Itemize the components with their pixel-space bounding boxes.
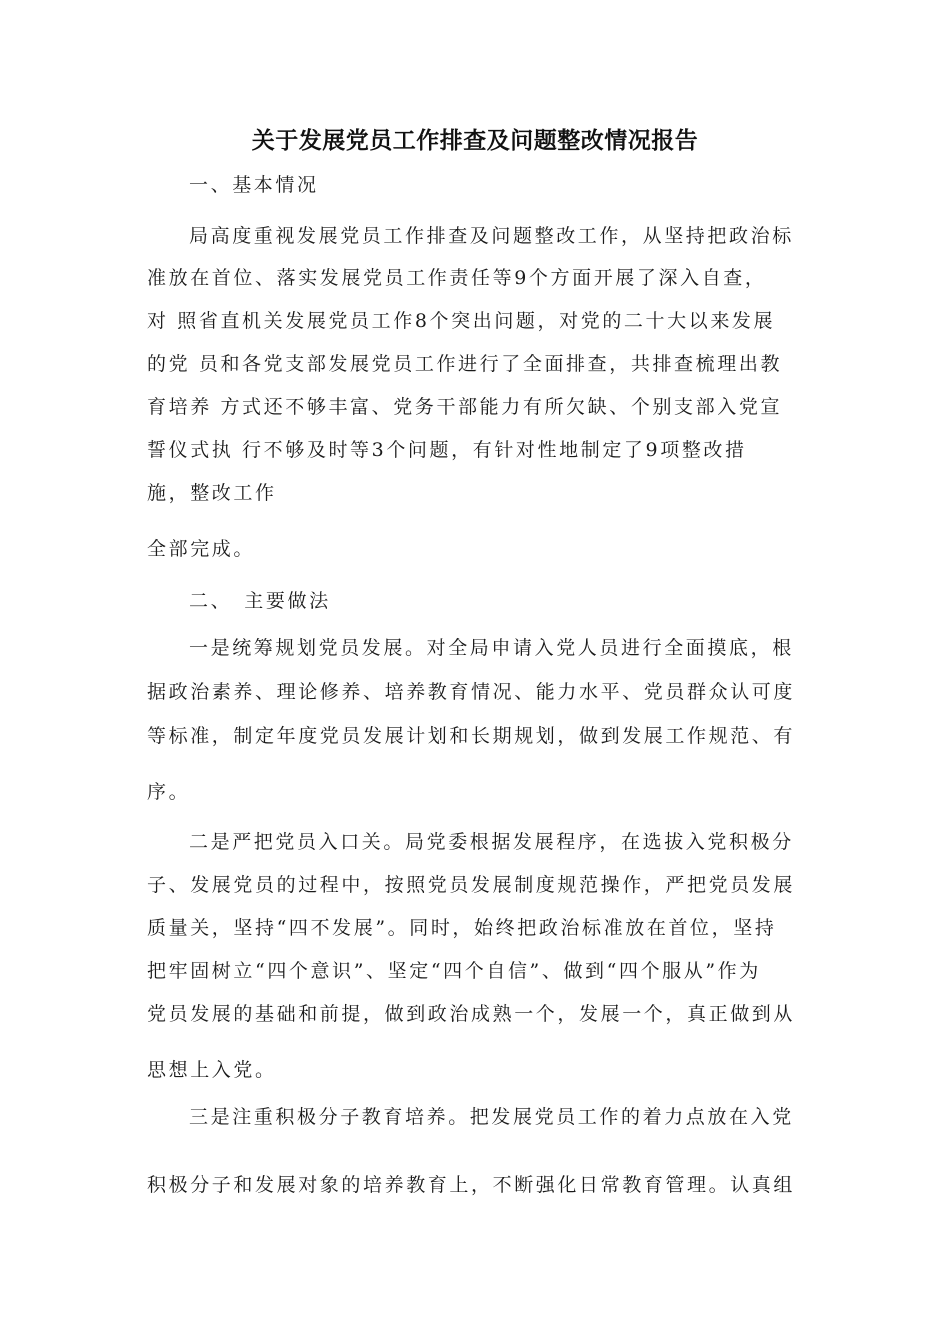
paragraph-line: 党员发展的基础和前提，做到政治成熟一个，发展一个，真正做到从 bbox=[147, 1003, 796, 1025]
paragraph-line: 质量关，坚持“四不发展”。同时，始终把政治标准放在首位，坚持 bbox=[147, 917, 777, 939]
paragraph-line: 积极分子和发展对象的培养教育上，不断强化日常教育管理。认真组 bbox=[147, 1174, 796, 1196]
paragraph-line: 子、发展党员的过程中，按照党员发展制度规范操作，严把党员发展 bbox=[147, 874, 796, 896]
paragraph-line: 全部完成。 bbox=[147, 538, 256, 560]
paragraph-line: 思想上入党。 bbox=[147, 1059, 277, 1081]
section-heading-basic-situation: 一、基本情况 bbox=[189, 174, 319, 196]
paragraph-line: 一是统筹规划党员发展。对全局申请入党人员进行全面摸底，根 bbox=[189, 637, 794, 659]
paragraph-line: 局高度重视发展党员工作排查及问题整改工作，从坚持把政治标 bbox=[189, 225, 794, 247]
paragraph-line: 对 照省直机关发展党员工作8个突出问题，对党的二十大以来发展 bbox=[147, 310, 776, 332]
paragraph-line: 育培养 方式还不够丰富、党务干部能力有所欠缺、个别支部入党宣 bbox=[147, 396, 783, 418]
paragraph-line: 等标准，制定年度党员发展计划和长期规划，做到发展工作规范、有 bbox=[147, 725, 796, 747]
paragraph-line: 二是严把党员入口关。局党委根据发展程序，在选拔入党积极分 bbox=[189, 831, 794, 853]
paragraph-line: 据政治素养、理论修养、培养教育情况、能力水平、党员群众认可度 bbox=[147, 681, 796, 703]
paragraph-line: 三是注重积极分子教育培养。把发展党员工作的着力点放在入党 bbox=[189, 1106, 794, 1128]
paragraph-line: 序。 bbox=[147, 781, 191, 803]
paragraph-line: 誓仪式执 行不够及时等3个问题，有针对性地制定了9项整改措 bbox=[147, 439, 747, 461]
document-title: 关于发展党员工作排查及问题整改情况报告 bbox=[251, 128, 699, 154]
section-heading-main-practices: 二、 主要做法 bbox=[189, 590, 331, 612]
paragraph-line: 施，整改工作 bbox=[147, 482, 277, 504]
paragraph-line: 准放在首位、落实发展党员工作责任等9个方面开展了深入自查， bbox=[147, 267, 767, 289]
paragraph-line: 的党 员和各党支部发展党员工作进行了全面排查，共排查梳理出教 bbox=[147, 353, 783, 375]
paragraph-line: 把牢固树立“四个意识”、坚定“四个自信”、做到“四个服从”作为 bbox=[147, 960, 761, 982]
